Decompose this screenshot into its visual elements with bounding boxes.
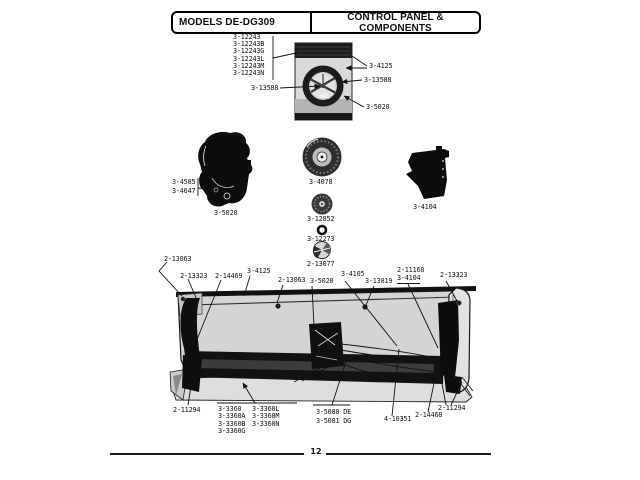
part-label: 3-12243N xyxy=(233,69,265,78)
part-caption: 3-12852 xyxy=(307,215,335,223)
part-label: 3-3360L xyxy=(252,405,280,413)
part-label: 3-3360 xyxy=(218,405,242,413)
page-header xyxy=(171,11,481,34)
part-caption: 3-5020 xyxy=(214,209,238,217)
part-label: 2-11294 xyxy=(173,406,201,414)
part-label: 3-4125 xyxy=(369,62,393,70)
part-label: 3-3360B xyxy=(218,419,246,428)
part-label: 3-4104 xyxy=(397,274,421,282)
footer-rule-left xyxy=(110,453,304,455)
part-label: 3-4647 xyxy=(172,187,196,195)
part-label: 4-10351 xyxy=(384,415,412,423)
part-label: 2-14468 xyxy=(415,411,443,419)
part-label: 3-4585 xyxy=(172,178,196,186)
part-caption: 2-13077 xyxy=(307,260,335,268)
part-label: 2-11168 xyxy=(397,266,425,274)
part-label: 3-13819 xyxy=(365,277,393,285)
part-label: 3-3360G xyxy=(218,427,246,436)
part-caption: 3-12273 xyxy=(307,235,335,243)
console-variant-col1 xyxy=(218,406,245,436)
washer-illustration xyxy=(318,226,326,234)
control-panel-illustration xyxy=(170,286,476,402)
header-section-title: CONTROL PANEL & COMPONENTS xyxy=(347,11,444,34)
part-label: 3-4105 xyxy=(341,270,365,278)
part-label: 3-5081 DG xyxy=(316,417,352,425)
part-label: 3-13588 xyxy=(364,76,392,84)
knob-small-illustration xyxy=(312,194,333,215)
part-label: 3-12243L xyxy=(233,54,265,63)
knob-large-illustration xyxy=(303,138,342,177)
part-label: 3-12243B xyxy=(233,40,265,49)
part-label: 2-13323 xyxy=(440,271,468,279)
part-label: 3-5020 xyxy=(310,277,334,285)
part-label: 2-13063 xyxy=(278,276,306,284)
motor-illustration xyxy=(198,132,252,206)
console-variant-col2 xyxy=(252,406,279,428)
footer-rule-right xyxy=(326,453,491,455)
part-label: 3-4125 xyxy=(247,267,271,275)
part-label: 3-12243G xyxy=(233,47,265,56)
part-label: 3-3360M xyxy=(252,412,280,421)
header-models: MODELS DE-DG309 xyxy=(173,13,312,32)
part-label: 3-5020 xyxy=(366,103,390,111)
switch-illustration xyxy=(406,146,449,199)
part-label: 3-12243M xyxy=(233,61,265,70)
part-label: 2-13323 xyxy=(180,272,208,280)
part-label: 3-12243 xyxy=(233,33,261,41)
part-caption: 3-4104 xyxy=(413,203,437,211)
dial-cap-illustration xyxy=(313,242,331,259)
page-number: 12 xyxy=(310,447,322,456)
part-label: 2-11294 xyxy=(438,404,466,412)
part-label: 2-14469 xyxy=(215,272,243,280)
part-label: 3-13588 xyxy=(251,84,279,92)
timer-variant-list xyxy=(233,34,264,77)
part-label: 3-3360A xyxy=(218,412,246,421)
part-label: 3-5080 DE xyxy=(316,408,352,416)
part-label: 2-13063 xyxy=(164,255,192,263)
part-label: 3-3360N xyxy=(252,419,280,428)
part-caption: 3-4078 xyxy=(309,178,333,186)
